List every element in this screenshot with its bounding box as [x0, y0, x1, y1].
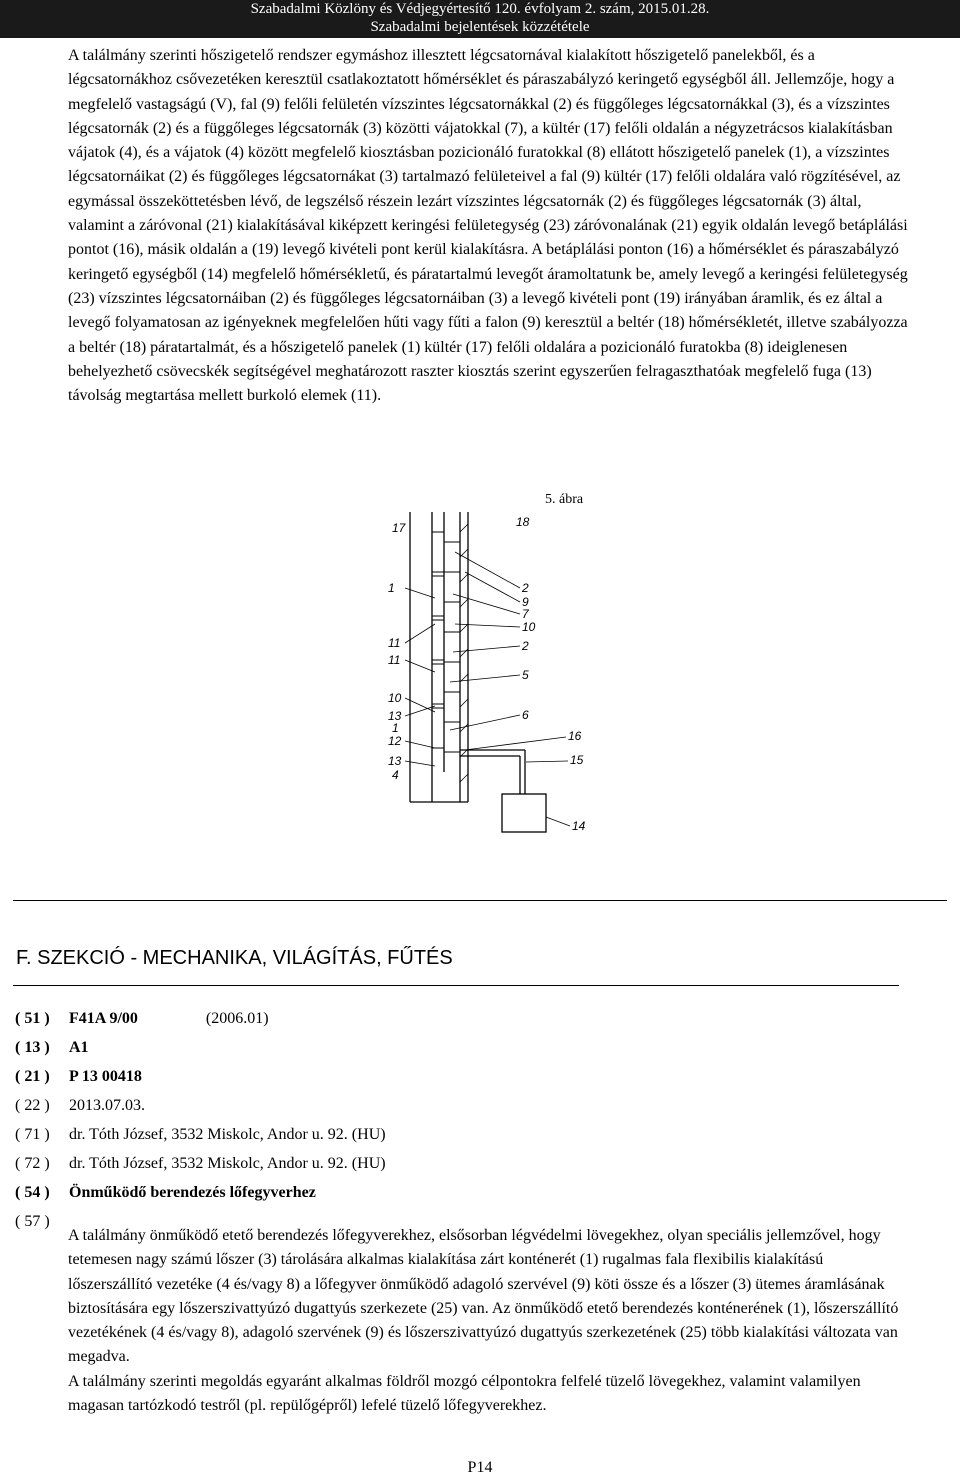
label-15: 15: [570, 753, 584, 767]
page-number: P14: [467, 1459, 493, 1476]
ipc-date: (2006.01): [205, 1010, 269, 1027]
invention-title: Önműködő berendezés lőfegyverhez: [69, 1184, 316, 1201]
abstract-paragraph-1: A találmány önműködő etető berendezés lőfegyverekhez, elsősorban légvédelmi lövegekhez, olyan speciális jellemzővel, hogy tetemesen nagy számú lőszer (3) tárolására alkalmas kialakítása zárt konténerét (1) rugalmas fala flexibilis kialakítású lőszerszállító vezetéke (4 és/vagy 8) a lőfegyver önműködő adagoló szervével (9) köti össze és a lőszer (3) ütemes áramlásának biztosítására egy lőszerszivattyúzó dugattyús szerkezete (25) van. Az önműködő etető berendezés konténerének (1), lőszerszállító vezetékének (4 és/vagy 8), adagoló szervének (9) és lőszerszivattyúzó dugattyús szerkezetének (25) több kialakítási változata van megadva.: [68, 1227, 899, 1366]
label-17: 17: [392, 521, 406, 535]
label-11a: 11: [388, 636, 401, 650]
biblio-row-51: ( 51 ) F41A 9/00 (2006.01): [15, 1004, 386, 1033]
label-2: 2: [522, 581, 529, 595]
bibliographic-data: [15, 1004, 386, 1236]
biblio-row-72: ( 72 ) dr. Tóth József, 3532 Miskolc, Andor u. 92. (HU): [15, 1149, 386, 1178]
label-12: 12: [388, 734, 402, 748]
label-1b: 1: [392, 721, 399, 735]
label-9: 9: [522, 595, 529, 609]
application-number: P 13 00418: [69, 1068, 142, 1085]
biblio-row-71: ( 71 ) dr. Tóth József, 3532 Miskolc, Andor u. 92. (HU): [15, 1120, 386, 1149]
document-kind: A1: [69, 1039, 89, 1056]
biblio-row-22: ( 22 ) 2013.07.03.: [15, 1091, 386, 1120]
abstract: [68, 1224, 908, 1418]
biblio-row-57: ( 57 ): [15, 1213, 50, 1230]
label-7: 7: [522, 607, 529, 621]
label-13a: 13: [388, 709, 402, 723]
intro-paragraph: A találmány szerinti hőszigetelő rendszer egymáshoz illesztett légcsatornával kialakított hőszigetelő panelekből, és a légcsatornákhoz csővezetéken keresztül csatlakoztatott hőmérséklet és páraszabályzó keringető egységből áll. Jellemzője, hogy a megfelelő vastagságú (V), fal (9) felőli felületén vízszintes légcsatornákkal (2) és függőleges légcsatornákkal (3), és a vízszintes légcsatornák (2) és a függőleges légcsatornák (3) közötti vájatokkal (7), a kültér (17) felőli oldalán a négyzetrácsos kialakításban vájatok (4), és a vájatok (4) között megfelelő kiosztásban pozicionáló furatokkal (8) ellátott hőszigetelő panelek (1), a vízszintes légcsatornáikat (2) és függőleges légcsatornákat (3) tartalmazó felületeivel a fal (9) kültér (17) felőli oldalára való rögzítésével, az egymással összeköttetésben lévő, de legszélső részein lezárt vízszintes légcsatornák (2) és függőleges légcsatornák (3) által, valamint a záróvonal (21) kialakításával kiképzett keringési felületegység (23) záróvonalának (21) egyik oldalán levegő betáplálási pontot (16), másik oldalán a (19) levegő kivételi pont kerül kialakításra. A betáplálási ponton (16) a hőmérséklet és páraszabályzó keringető egységből (14) megfelelő hőmérsékletű, és páratartalmú levegőt áramoltatunk be, amely levegő a keringési felületegység (23) vízszintes légcsatornáiban (2) és függőleges légcsatornáiban (3) a levegő kivételi pont (19) irányában áramlik, és ez által a levegő folyamatosan az igényeknek megfelelően hűti vagy fűti a falon (9) keresztül a beltér (18) hőmérsékletét, illetve szabályozza a beltér (18) páratartalmát, és a hőszigetelő panelek (1) kültér (17) felőli oldalára a pozicionáló furatokba (8) ideiglenesen behelyezhető csövecskék segítségével meghatározott raszter kiosztás szerint egyszerűen felragaszthatóak megfelelő fuga (13) távolság megtartása mellett burkoló elemek (11).: [68, 47, 908, 405]
label-1: 1: [388, 581, 395, 595]
inventor: dr. Tóth József, 3532 Miskolc, Andor u. 92. (HU): [69, 1155, 386, 1172]
label-5: 5: [522, 668, 529, 682]
biblio-row-21: ( 21 ) P 13 00418: [15, 1062, 386, 1091]
ipc-class: F41A 9/00: [69, 1010, 138, 1027]
applicant: dr. Tóth József, 3532 Miskolc, Andor u. 92. (HU): [69, 1126, 386, 1143]
label-2b: 2: [522, 639, 529, 653]
label-14: 14: [572, 819, 586, 833]
section-heading: Szabadalmi bejelentések közzététele: [370, 19, 590, 35]
label-6: 6: [522, 708, 529, 722]
biblio-row-13: ( 13 ) A1: [15, 1033, 386, 1062]
label-11b: 11: [388, 653, 401, 667]
figure-caption: 5. ábra: [545, 492, 584, 507]
divider: [13, 900, 947, 901]
section-title: F. SZEKCIÓ - MECHANIKA, VILÁGÍTÁS, FŰTÉS: [16, 947, 453, 969]
label-13b: 13: [388, 754, 402, 768]
filing-date: 2013.07.03.: [69, 1097, 145, 1114]
journal-title: Szabadalmi Közlöny és Védjegyértesítő 120. évfolyam 2. szám, 2015.01.28.: [250, 1, 710, 17]
divider: [13, 985, 899, 986]
label-10r: 10: [522, 620, 536, 634]
label-18: 18: [516, 515, 530, 529]
abstract-paragraph-2: A találmány szerinti megoldás egyaránt alkalmas földről mozgó célpontokra felfelé tüzelő lövegekhez, valamint valamilyen magasan tartózkodó testről (pl. repülőgépről) lefelé tüzelő lőfegyverekhez.: [68, 1372, 861, 1415]
label-4: 4: [392, 768, 399, 782]
technical-drawing: [350, 512, 610, 842]
biblio-row-54: ( 54 ) Önműködő berendezés lőfegyverhez: [15, 1178, 386, 1207]
label-16: 16: [568, 729, 582, 743]
label-10: 10: [388, 691, 402, 705]
